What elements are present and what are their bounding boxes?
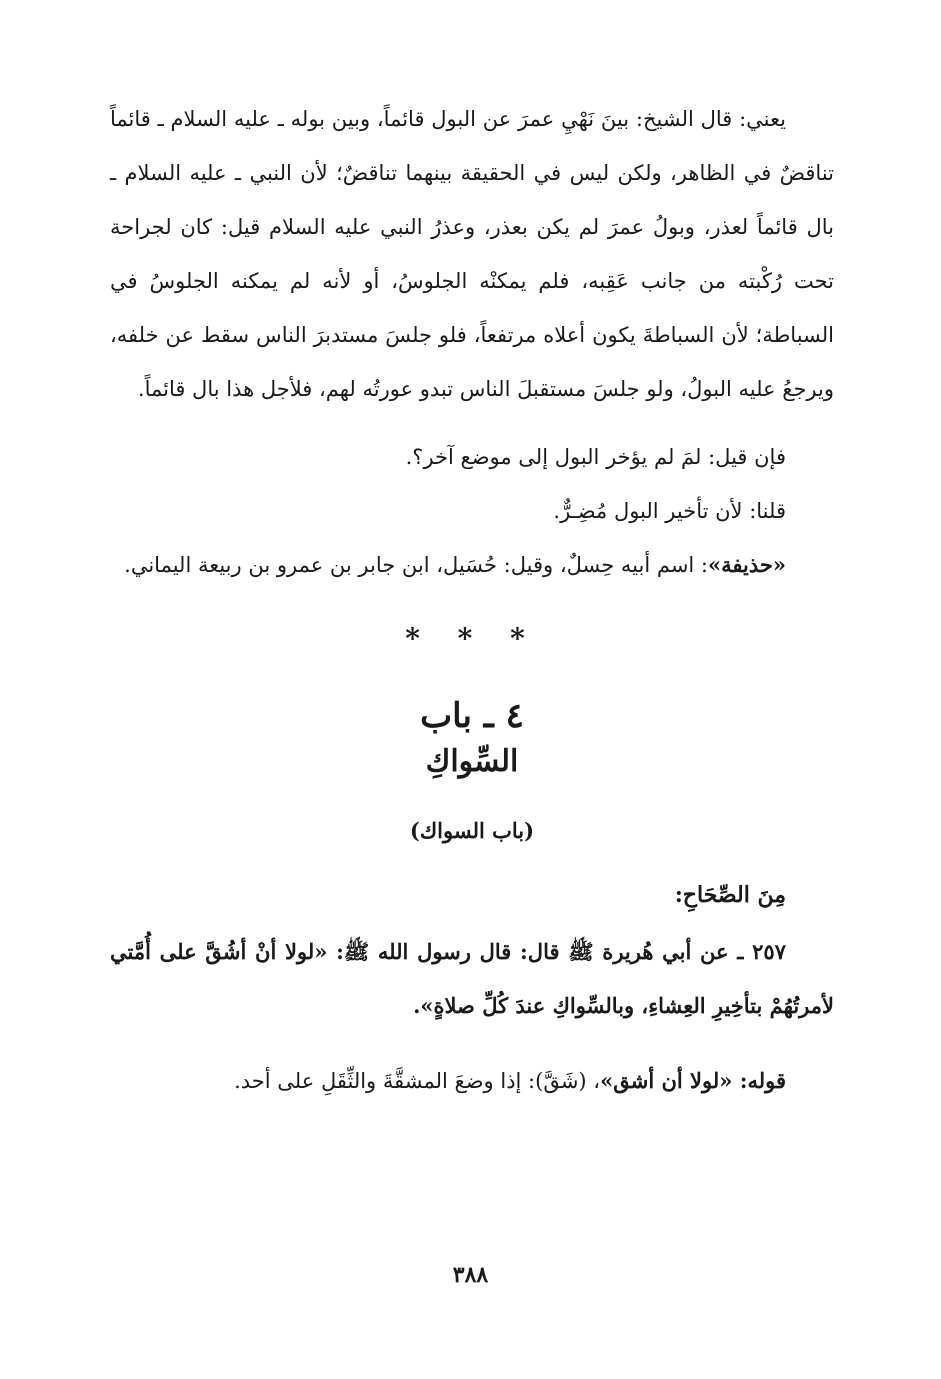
commentary-lead: قوله: «لولا أن أشق» xyxy=(600,1068,786,1093)
commentary-paragraph xyxy=(110,1054,834,1108)
chapter-number: ٤ ـ باب xyxy=(420,696,524,736)
page-body xyxy=(110,92,834,1108)
term-hudhayfa: «حذيفة» xyxy=(708,552,786,577)
hadith-text: ٢٥٧ ـ عن أبي هُريرة ﷺ قال: قال رسول الله ﷺ: «لولا أنْ أشُقَّ على أُمَّتي لأمرتُهُمْ بتأخِيرِ العِشاءِ، وبالسِّواكِ عندَ كُلِّ صلاةٍ». xyxy=(110,939,834,1018)
section-separator: * * * xyxy=(405,622,539,655)
paragraph-explanation: يعني: قال الشيخ: بينَ نَهْيِ عمرَ عن البول قائماً، وبين بوله ـ عليه السلام ـ قائماً تناقضٌ في الظاهر، ولكن ليس في الحقيقة بينهما تناقضٌ؛ لأن النبي ـ عليه السلام ـ بال قائماً لعذر، وبولُ عمرَ لم يكن بعذر، وعذرُ النبي عليه السلام قيل: كان لجراحة تحت رُكْبته من جانب عَقِبه، فلم يمكنْه الجلوسُ، أو لأنه لم يمكنه الجلوسُ في السباطة؛ لأن السباطةَ يكون أعلاه مرتفعاً، فلو جلسَ مستدبرَ الناس سقط عن خلفه، ويرجعُ عليه البولُ، ولو جلسَ مستقبلَ الناس تبدو عورتُه لهم، فلأجل هذا بال قائماً. xyxy=(110,107,835,401)
page-number: ٣٨٨ xyxy=(452,1262,489,1288)
paragraph-question: فإن قيل: لمَ لم يؤخر البول إلى موضع آخر؟. xyxy=(405,445,786,469)
hudhayfa-description: : اسم أبيه حِسلٌ، وقيل: حُسَيل، ابن جابر بن عمرو بن ربيعة اليماني. xyxy=(124,553,709,577)
section-heading: مِنَ الصِّحَاحِ: xyxy=(674,882,786,908)
commentary-rest: ، (شَقَّ): إذا وضعَ المشقَّةَ والثِّقَلِ على أحد. xyxy=(234,1069,601,1093)
paragraph-hudhayfa xyxy=(110,538,834,592)
paragraph-answer: قلنا: لأن تأخير البول مُضِـرٌّ. xyxy=(553,499,786,523)
chapter-title: السِّواكِ xyxy=(425,744,519,779)
chapter-subtitle: (باب السواك) xyxy=(409,818,535,843)
